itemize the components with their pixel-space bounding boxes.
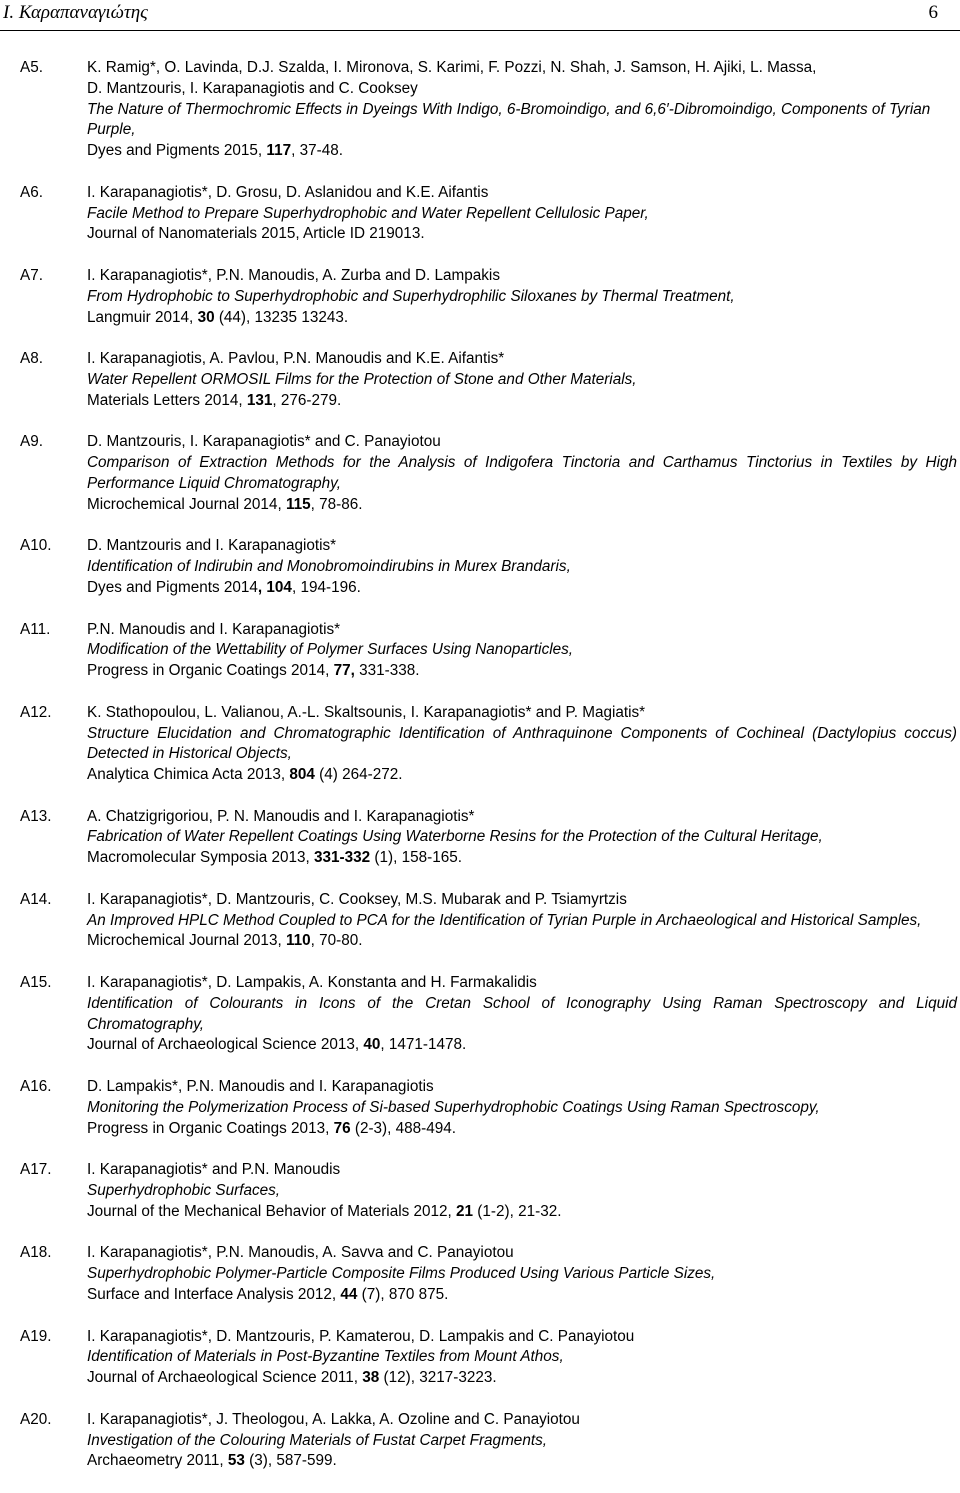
reference-journal	[87, 1035, 957, 1056]
reference-entry	[0, 890, 960, 952]
reference-title: Identification of Materials in Post-Byzantine Textiles from Mount Athos,	[87, 1348, 564, 1366]
journal-pre: Progress in Organic Coatings 2014,	[87, 662, 334, 680]
reference-journal	[87, 495, 957, 516]
reference-number: A14.	[20, 890, 52, 908]
reference-title: Comparison of Extraction Methods for the Analysis of Indigofera Tinctoria and Carthamus Tinctorius in Textiles by High Performance Liquid Chromatography,	[87, 454, 957, 492]
reference-entry	[0, 703, 960, 786]
reference-number: A19.	[20, 1327, 52, 1345]
journal-post: , 276-279.	[272, 391, 342, 409]
reference-journal	[87, 1202, 957, 1223]
reference-body	[87, 1077, 957, 1139]
journal-volume: 44	[340, 1286, 358, 1304]
reference-title: Fabrication of Water Repellent Coatings Using Waterborne Resins for the Protection of the Cultural Heritage,	[87, 828, 823, 846]
reference-authors: K. Stathopoulou, L. Valianou, A.-L. Skaltsounis, I. Karapanagiotis* and P. Magiatis*	[87, 703, 646, 721]
journal-post: (12), 3217-3223.	[379, 1369, 497, 1387]
reference-authors: I. Karapanagiotis* and P.N. Manoudis	[87, 1161, 341, 1179]
reference-entry	[0, 1243, 960, 1305]
journal-post: (3), 587-599.	[244, 1452, 337, 1470]
reference-journal	[87, 1119, 957, 1140]
journal-volume: , 104	[257, 578, 292, 596]
reference-journal	[87, 661, 957, 682]
journal-volume: 40	[363, 1036, 381, 1054]
reference-number: A15.	[20, 974, 52, 992]
reference-number: A11.	[20, 620, 51, 638]
reference-authors: I. Karapanagiotis*, D. Grosu, D. Aslanidou and K.E. Aifantis	[87, 183, 489, 201]
journal-post: , 1471-1478.	[380, 1036, 467, 1054]
reference-journal	[87, 141, 957, 162]
reference-number: A8.	[20, 350, 43, 368]
reference-number: A18.	[20, 1244, 52, 1262]
journal-pre: Dyes and Pigments 2015,	[87, 142, 267, 160]
reference-authors: I. Karapanagiotis*, P.N. Manoudis, A. Savva and C. Panayiotou	[87, 1244, 514, 1262]
reference-body	[87, 973, 957, 1056]
reference-authors: I. Karapanagiotis*, D. Lampakis, A. Konstanta and H. Farmakalidis	[87, 974, 537, 992]
reference-body	[87, 620, 957, 682]
reference-entry	[0, 183, 960, 245]
journal-pre: Macromolecular Symposia 2013,	[87, 849, 315, 867]
reference-title: Investigation of the Colouring Materials of Fustat Carpet Fragments,	[87, 1431, 547, 1449]
reference-title: An Improved HPLC Method Coupled to PCA for the Identification of Tyrian Purple in Archaeological and Historical Samples,	[87, 911, 922, 929]
reference-title: Identification of Colourants in Icons of the Cretan School of Iconography Using Raman Spectroscopy and Liquid Chromatography,	[87, 994, 957, 1033]
reference-entry	[0, 973, 960, 1056]
journal-post: (4) 264-272.	[314, 766, 403, 784]
reference-authors: D. Lampakis*, P.N. Manoudis and I. Karapanagiotis	[87, 1078, 434, 1096]
reference-number: A12.	[20, 703, 52, 721]
reference-journal	[87, 1451, 957, 1472]
reference-number: A6.	[20, 183, 43, 201]
journal-post: (2-3), 488-494.	[350, 1119, 457, 1137]
reference-journal	[87, 224, 957, 245]
reference-body	[87, 807, 957, 869]
journal-volume: 21	[456, 1202, 474, 1220]
reference-list	[0, 58, 960, 1493]
journal-volume: 331-332	[314, 849, 371, 867]
journal-post: (1-2), 21-32.	[473, 1202, 562, 1220]
reference-entry	[0, 1160, 960, 1222]
journal-post: (1), 158-165.	[370, 849, 462, 867]
reference-number: A13.	[20, 807, 52, 825]
reference-body	[87, 432, 957, 515]
journal-post: 331-338.	[354, 662, 420, 680]
header-title: Ι. Καραπαναγιώτης	[3, 2, 148, 23]
reference-body	[87, 536, 957, 598]
journal-volume: 131	[246, 391, 273, 409]
reference-entry	[0, 1077, 960, 1139]
journal-volume: 77,	[333, 662, 355, 680]
journal-pre: Journal of Archaeological Science 2011,	[87, 1369, 363, 1387]
journal-post: , 78-86.	[310, 495, 363, 513]
reference-authors: I. Karapanagiotis*, P.N. Manoudis, A. Zurba and D. Lampakis	[87, 266, 500, 284]
reference-entry	[0, 1327, 960, 1389]
reference-title: Superhydrophobic Polymer-Particle Composite Films Produced Using Various Particle Sizes,	[87, 1265, 716, 1283]
journal-volume: 38	[362, 1369, 380, 1387]
reference-number: A17.	[20, 1161, 52, 1179]
reference-number: A16.	[20, 1078, 52, 1096]
journal-pre: Journal of the Mechanical Behavior of Materials 2012,	[87, 1202, 457, 1220]
reference-title: Modification of the Wettability of Polymer Surfaces Using Nanoparticles,	[87, 641, 574, 659]
reference-entry	[0, 620, 960, 682]
reference-body	[87, 1160, 957, 1222]
reference-title: The Nature of Thermochromic Effects in Dyeings With Indigo, 6-Bromoindigo, and 6,6′-Dibromoindigo, Components of Tyrian Purple,	[87, 100, 931, 139]
reference-title: From Hydrophobic to Superhydrophobic and Superhydrophilic Siloxanes by Thermal Treatment,	[87, 287, 735, 305]
journal-volume: 117	[266, 142, 292, 160]
journal-volume: 76	[333, 1119, 351, 1137]
page-header	[0, 0, 960, 31]
reference-entry	[0, 432, 960, 515]
journal-volume: 804	[289, 766, 315, 784]
journal-post: (7), 870 875.	[357, 1286, 449, 1304]
reference-title: Superhydrophobic Surfaces,	[87, 1182, 281, 1200]
reference-authors: D. Mantzouris, I. Karapanagiotis and C. Cooksey	[87, 79, 418, 97]
reference-journal	[87, 1285, 957, 1306]
reference-title: Monitoring the Polymerization Process of Si-based Superhydrophobic Coatings Using Raman Spectroscopy,	[87, 1098, 820, 1116]
reference-journal	[87, 765, 957, 786]
reference-entry	[0, 536, 960, 598]
reference-entry	[0, 1410, 960, 1472]
page-number: 6	[928, 2, 938, 23]
journal-volume: 115	[285, 495, 311, 513]
reference-body	[87, 349, 957, 411]
reference-authors: K. Ramig*, O. Lavinda, D.J. Szalda, I. Mironova, S. Karimi, F. Pozzi, N. Shah, J. Samson, H. Ajiki, L. Massa,	[87, 59, 817, 76]
journal-pre: Materials Letters 2014,	[87, 391, 247, 409]
reference-title: Identification of Indirubin and Monobromoindirubins in Murex Brandaris,	[87, 558, 571, 576]
reference-body	[87, 1410, 957, 1472]
journal-volume: 53	[227, 1452, 245, 1470]
journal-pre: Progress in Organic Coatings 2013,	[87, 1119, 334, 1137]
reference-number: A5.	[20, 59, 43, 76]
reference-body	[87, 890, 957, 952]
journal-pre: Dyes and Pigments 2014	[87, 578, 258, 596]
reference-journal	[87, 578, 957, 599]
reference-entry	[0, 266, 960, 328]
reference-title: Facile Method to Prepare Superhydrophobic and Water Repellent Cellulosic Paper,	[87, 204, 649, 222]
reference-entry	[0, 349, 960, 411]
reference-journal	[87, 391, 957, 412]
reference-number: A7.	[20, 266, 43, 284]
reference-journal	[87, 848, 957, 869]
reference-authors: A. Chatzigrigoriou, P. N. Manoudis and I. Karapanagiotis*	[87, 807, 475, 825]
reference-authors: I. Karapanagiotis*, J. Theologou, A. Lakka, A. Ozoline and C. Panayiotou	[87, 1410, 580, 1428]
journal-pre: Journal of Nanomaterials 2015, Article ID 219013.	[87, 225, 425, 243]
reference-body	[87, 703, 957, 786]
journal-pre: Archaeometry 2011,	[87, 1452, 228, 1470]
journal-post: , 70-80.	[310, 932, 363, 950]
reference-journal	[87, 1368, 957, 1389]
journal-post: (44), 13235 13243.	[214, 308, 349, 326]
reference-body	[87, 58, 957, 162]
journal-volume: 110	[285, 932, 311, 950]
reference-authors: D. Mantzouris, I. Karapanagiotis* and C. Panayiotou	[87, 433, 441, 451]
journal-pre: Langmuir 2014,	[87, 308, 198, 326]
reference-authors: P.N. Manoudis and I. Karapanagiotis*	[87, 620, 341, 638]
journal-pre: Microchemical Journal 2013,	[87, 932, 286, 950]
reference-number: A20.	[20, 1410, 52, 1428]
journal-pre: Microchemical Journal 2014,	[87, 495, 286, 513]
reference-journal	[87, 308, 957, 329]
journal-pre: Surface and Interface Analysis 2012,	[87, 1286, 341, 1304]
journal-post: , 194-196.	[291, 578, 361, 596]
journal-volume: 30	[197, 308, 215, 326]
reference-body	[87, 1243, 957, 1305]
reference-authors: I. Karapanagiotis*, D. Mantzouris, C. Cooksey, M.S. Mubarak and P. Tsiamyrtzis	[87, 890, 627, 908]
reference-body	[87, 266, 957, 328]
reference-number: A9.	[20, 433, 43, 451]
reference-entry	[0, 58, 960, 162]
reference-authors: I. Karapanagiotis, A. Pavlou, P.N. Manoudis and K.E. Aifantis*	[87, 350, 505, 368]
reference-title: Water Repellent ORMOSIL Films for the Protection of Stone and Other Materials,	[87, 370, 637, 388]
journal-pre: Analytica Chimica Acta 2013,	[87, 766, 290, 784]
reference-authors: D. Mantzouris and I. Karapanagiotis*	[87, 537, 337, 555]
reference-entry	[0, 807, 960, 869]
reference-journal	[87, 931, 957, 952]
journal-post: , 37-48.	[291, 142, 343, 160]
reference-title: Structure Elucidation and Chromatographic Identification of Anthraquinone Components of Cochineal (Dactylopius coccus) Detected in Historical Objects,	[87, 724, 957, 763]
reference-number: A10.	[20, 537, 52, 555]
reference-body	[87, 183, 957, 245]
journal-pre: Journal of Archaeological Science 2013,	[87, 1036, 364, 1054]
reference-body	[87, 1327, 957, 1389]
reference-authors: I. Karapanagiotis*, D. Mantzouris, P. Kamaterou, D. Lampakis and C. Panayiotou	[87, 1327, 635, 1345]
